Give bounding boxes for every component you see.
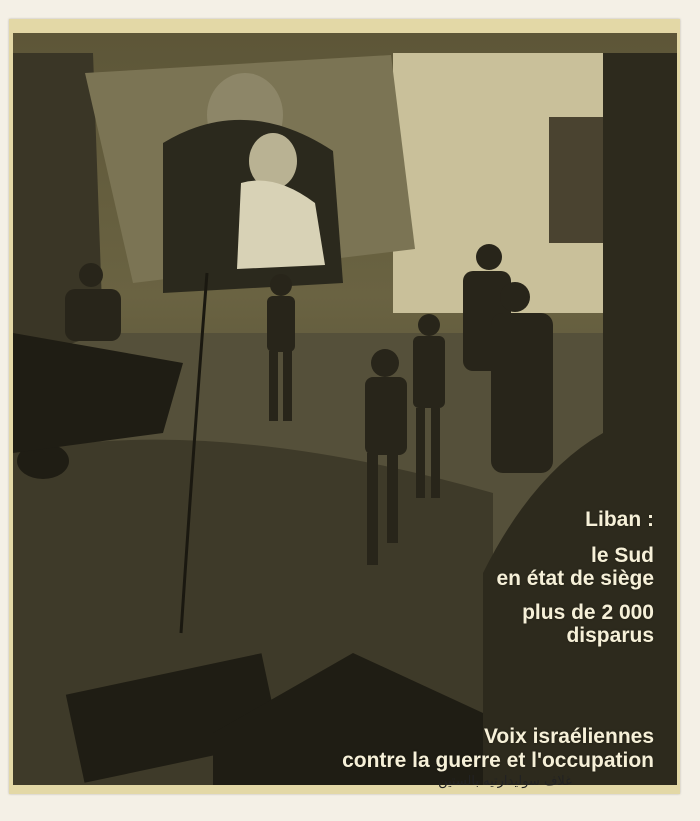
cover-photo (13, 33, 677, 785)
arabic-caption: غلاف سوليدارتيه بالستين (438, 774, 572, 789)
subheadline-line: Voix israéliennes (483, 725, 654, 748)
headline-line: le Sud (590, 543, 654, 567)
subheadline (342, 725, 654, 772)
headline-line: plus de 2 000 (522, 600, 654, 624)
subheadline-line: contre la guerre et l'occupation (342, 748, 654, 772)
headline-line: disparus (566, 624, 654, 648)
photo-illustration (13, 33, 677, 785)
inset-photo (85, 55, 415, 293)
headline (496, 508, 654, 648)
headline-line: Liban : (585, 508, 654, 531)
headline-line: en état de siège (496, 567, 654, 591)
newspaper-clipping (9, 19, 680, 794)
